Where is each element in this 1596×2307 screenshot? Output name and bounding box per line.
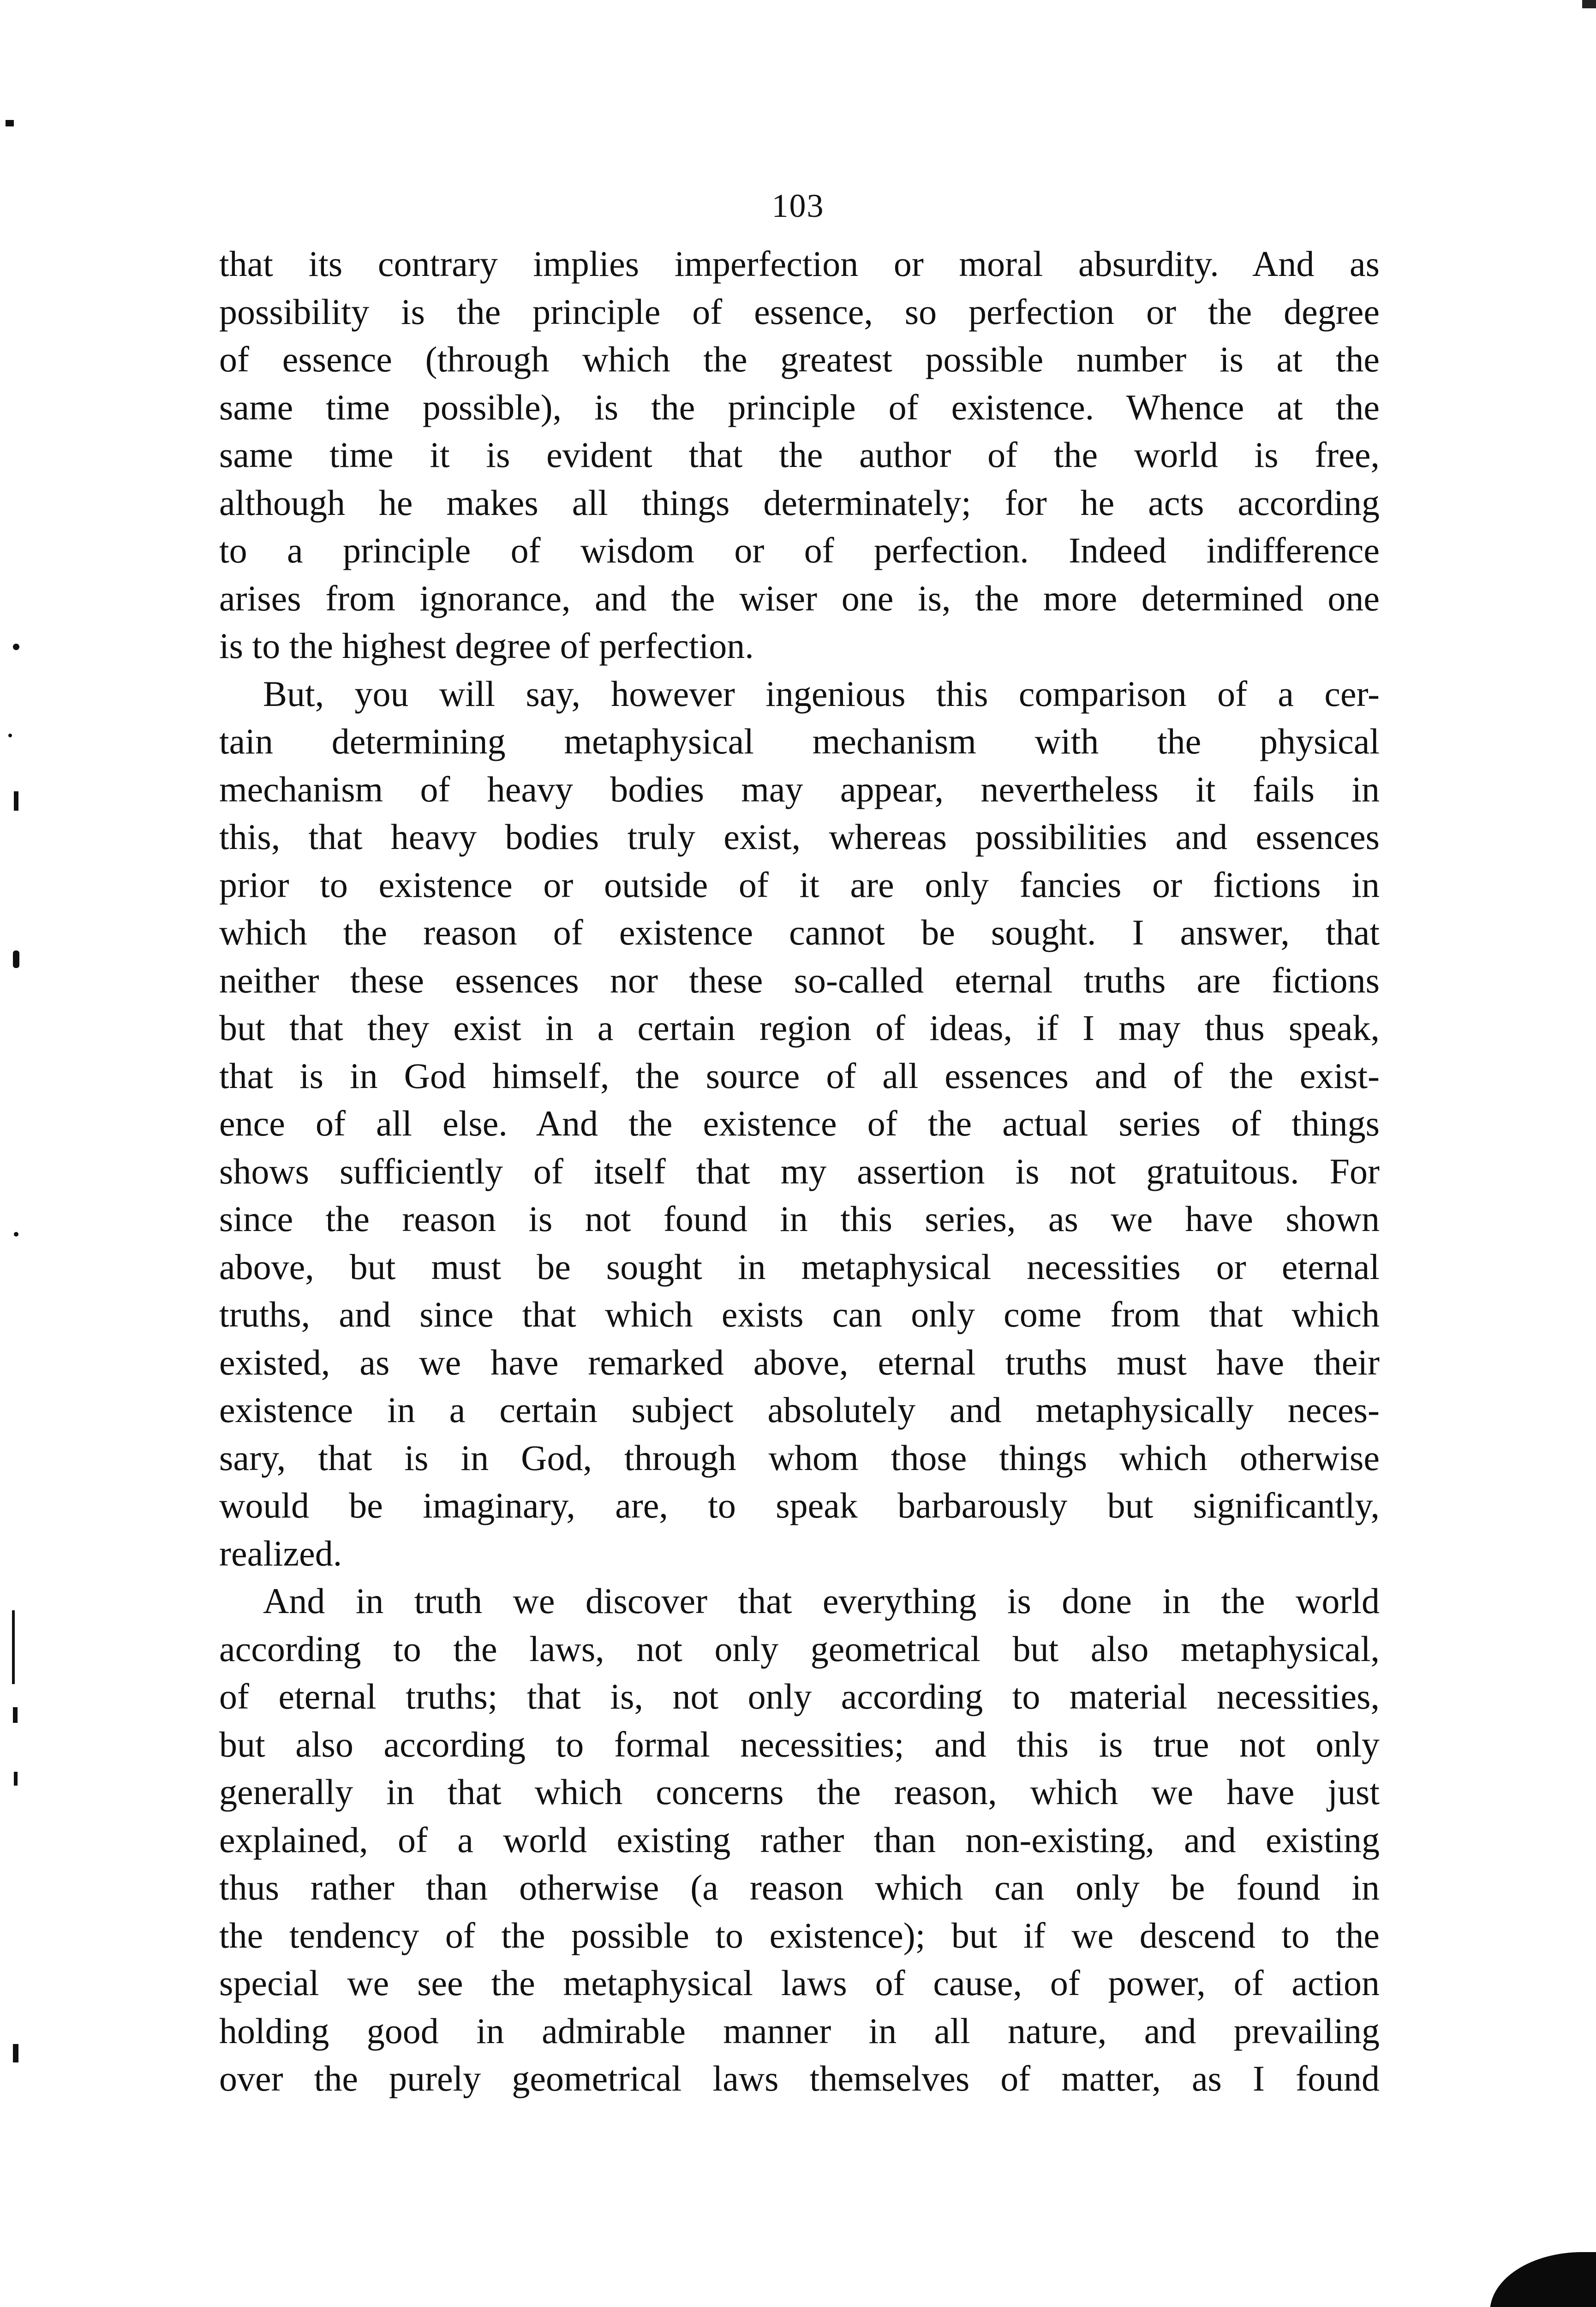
- page-number: 103: [771, 187, 825, 224]
- text-line: holding good in admirable manner in all nature, and prevailing: [219, 2010, 1380, 2051]
- text-line: truths, and since that which exists can only come from that which: [219, 1294, 1380, 1334]
- text-line: since the reason is not found in this series, as we have shown: [219, 1199, 1380, 1239]
- text-line: sary, that is in God, through whom those things which otherwise: [219, 1437, 1380, 1478]
- margin-speck: [12, 1610, 15, 1684]
- text-line: but also according to formal necessities; and this is true not only: [219, 1724, 1380, 1764]
- paragraph-2: [219, 670, 1380, 1578]
- margin-speck: [14, 1232, 18, 1237]
- text-line: that is in God himself, the source of all essences and of the exist-: [219, 1055, 1380, 1096]
- margin-speck: [13, 950, 19, 968]
- margin-speck: [13, 644, 19, 650]
- text-line: but that they exist in a certain region of ideas, if I may thus speak,: [219, 1008, 1380, 1048]
- text-line: realized.: [219, 1533, 342, 1573]
- paragraph-3: [219, 1577, 1380, 2103]
- margin-speck: [14, 1772, 18, 1786]
- text-line: of eternal truths; that is, not only according to material necessities,: [219, 1676, 1380, 1716]
- text-line: to a principle of wisdom or of perfection. Indeed indifference: [219, 530, 1380, 570]
- text-line: would be imaginary, are, to speak barbarously but significantly,: [219, 1485, 1380, 1525]
- margin-speck: [13, 2044, 18, 2062]
- text-line: shows sufficiently of itself that my assertion is not gratuitous. For: [219, 1151, 1380, 1191]
- scan-blot: [1490, 2252, 1596, 2307]
- text-line: which the reason of existence cannot be sought. I answer, that: [219, 912, 1380, 952]
- text-line: same time it is evident that the author of the world is free,: [219, 435, 1380, 475]
- text-line: mechanism of heavy bodies may appear, nevertheless it fails in: [219, 769, 1380, 809]
- text-line: that its contrary implies imperfection or moral absurdity. And as: [219, 244, 1380, 284]
- text-line: above, but must be sought in metaphysical necessities or eternal: [219, 1246, 1380, 1287]
- body-text: [219, 240, 1380, 2103]
- text-line: thus rather than otherwise (a reason which can only be found in: [219, 1867, 1380, 1907]
- text-line: prior to existence or outside of it are only fancies or fictions in: [219, 864, 1380, 905]
- text-line: generally in that which concerns the reason, which we have just: [219, 1772, 1380, 1812]
- text-line: existed, as we have remarked above, eternal truths must have their: [219, 1342, 1380, 1382]
- text-line: existence in a certain subject absolutely and metaphysically neces-: [219, 1390, 1380, 1430]
- text-line: But, you will say, however ingenious this comparison of a cer-: [263, 673, 1380, 714]
- paragraph-1: [219, 240, 1380, 670]
- scan-edge-mark: [1582, 0, 1596, 8]
- margin-speck: [13, 1707, 18, 1723]
- text-line: tain determining metaphysical mechanism with the physical: [219, 721, 1380, 761]
- text-line: same time possible), is the principle of existence. Whence at the: [219, 387, 1380, 427]
- text-line: this, that heavy bodies truly exist, whereas possibilities and essences: [219, 817, 1380, 857]
- text-line: although he makes all things determinately; for he acts according: [219, 482, 1380, 523]
- text-line: explained, of a world existing rather than non-existing, and existing: [219, 1819, 1380, 1860]
- text-line: over the purely geometrical laws themselves of matter, as I found: [219, 2058, 1380, 2098]
- text-line: possibility is the principle of essence, so perfection or the degree: [219, 291, 1380, 332]
- text-line: And in truth we discover that everything is done in the world: [263, 1581, 1380, 1621]
- text-line: the tendency of the possible to existence); but if we descend to the: [219, 1915, 1380, 1955]
- text-line: arises from ignorance, and the wiser one is, the more determined one: [219, 578, 1380, 618]
- text-line: is to the highest degree of perfection.: [219, 626, 754, 666]
- text-line: of essence (through which the greatest possible number is at the: [219, 339, 1380, 379]
- text-line: ence of all else. And the existence of the actual series of things: [219, 1103, 1380, 1143]
- text-line: according to the laws, not only geometrical but also metaphysical,: [219, 1628, 1380, 1669]
- margin-speck: [8, 734, 12, 737]
- margin-speck: [6, 120, 14, 126]
- text-line: special we see the metaphysical laws of cause, of power, of action: [219, 1963, 1380, 2003]
- margin-speck: [14, 791, 18, 811]
- text-line: neither these essences nor these so-called eternal truths are fictions: [219, 960, 1380, 1000]
